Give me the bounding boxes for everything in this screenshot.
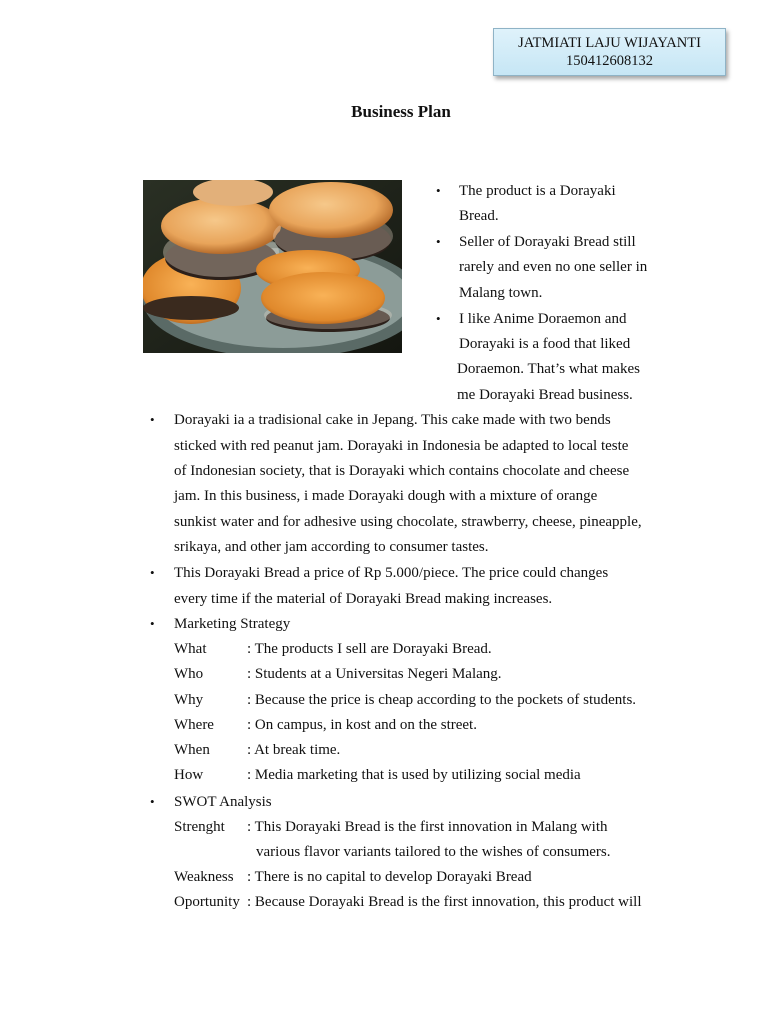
swot-label: Strenght: [174, 819, 225, 835]
marketing-value: : The products I sell are Dorayaki Bread.: [247, 641, 492, 657]
side-bullet-line: I like Anime Doraemon and: [459, 311, 627, 327]
marketing-heading: Marketing Strategy: [174, 616, 291, 632]
swot-heading: SWOT Analysis: [174, 794, 272, 810]
swot-value-continued: various flavor variants tailored to the wishes of consumers.: [256, 844, 611, 860]
author-id: 150412608132: [566, 53, 653, 69]
marketing-label: Who: [174, 666, 204, 682]
bullet-marker: •: [436, 311, 441, 326]
bullet-marker: •: [150, 565, 155, 580]
bullet-marker: •: [150, 794, 155, 809]
side-bullet-line: Bread.: [459, 208, 499, 224]
marketing-label: How: [174, 767, 204, 783]
bullet-marker: •: [150, 616, 155, 631]
bullet-marker: •: [150, 412, 155, 427]
description-line: sunkist water and for adhesive using chocolate, strawberry, cheese, pineapple,: [174, 514, 642, 530]
side-bullet-line: Seller of Dorayaki Bread still: [459, 234, 636, 250]
marketing-value: : At break time.: [247, 742, 341, 758]
marketing-label: When: [174, 742, 210, 758]
description-line: srikaya, and other jam according to consumer tastes.: [174, 539, 489, 555]
dorayaki-photo: [143, 180, 402, 353]
side-bullet-line: me Dorayaki Bread business.: [457, 387, 633, 403]
side-bullet-line: rarely and even no one seller in: [459, 259, 648, 275]
price-line: This Dorayaki Bread a price of Rp 5.000/piece. The price could changes: [174, 565, 609, 581]
swot-label: Weakness: [174, 869, 234, 885]
bullet-marker: •: [436, 234, 441, 249]
side-bullet-line: Dorayaki is a food that liked: [459, 336, 631, 352]
side-bullet-line: Malang town.: [459, 285, 543, 301]
swot-value: : Because Dorayaki Bread is the first innovation, this product will: [247, 894, 642, 910]
author-name: JATMIATI LAJU WIJAYANTI: [518, 35, 701, 51]
swot-value: : This Dorayaki Bread is the first innovation in Malang with: [247, 819, 608, 835]
description-line: of Indonesian society, that is Dorayaki which contains chocolate and cheese: [174, 463, 630, 479]
marketing-label: Why: [174, 692, 204, 708]
marketing-label: Where: [174, 717, 214, 733]
description-line: jam. In this business, i made Dorayaki dough with a mixture of orange: [174, 488, 598, 504]
bullet-marker: •: [436, 183, 441, 198]
swot-label: Oportunity: [174, 894, 240, 910]
marketing-value: : Because the price is cheap according to the pockets of students.: [247, 692, 637, 708]
marketing-value: : Media marketing that is used by utilizing social media: [247, 767, 581, 783]
side-bullet-line: The product is a Dorayaki: [459, 183, 616, 199]
marketing-label: What: [174, 641, 207, 657]
price-line: every time if the material of Dorayaki Bread making increases.: [174, 591, 553, 607]
description-line: Dorayaki ia a tradisional cake in Jepang. This cake made with two bends: [174, 412, 611, 428]
page-title: Business Plan: [351, 102, 451, 121]
marketing-value: : Students at a Universitas Negeri Malang.: [247, 666, 502, 682]
swot-value: : There is no capital to develop Dorayaki Bread: [247, 869, 532, 885]
description-line: sticked with red peanut jam. Dorayaki in Indonesia be adapted to local teste: [174, 438, 629, 454]
marketing-value: : On campus, in kost and on the street.: [247, 717, 477, 733]
author-box: [493, 28, 726, 76]
side-bullet-line: Doraemon. That’s what makes: [457, 361, 641, 377]
